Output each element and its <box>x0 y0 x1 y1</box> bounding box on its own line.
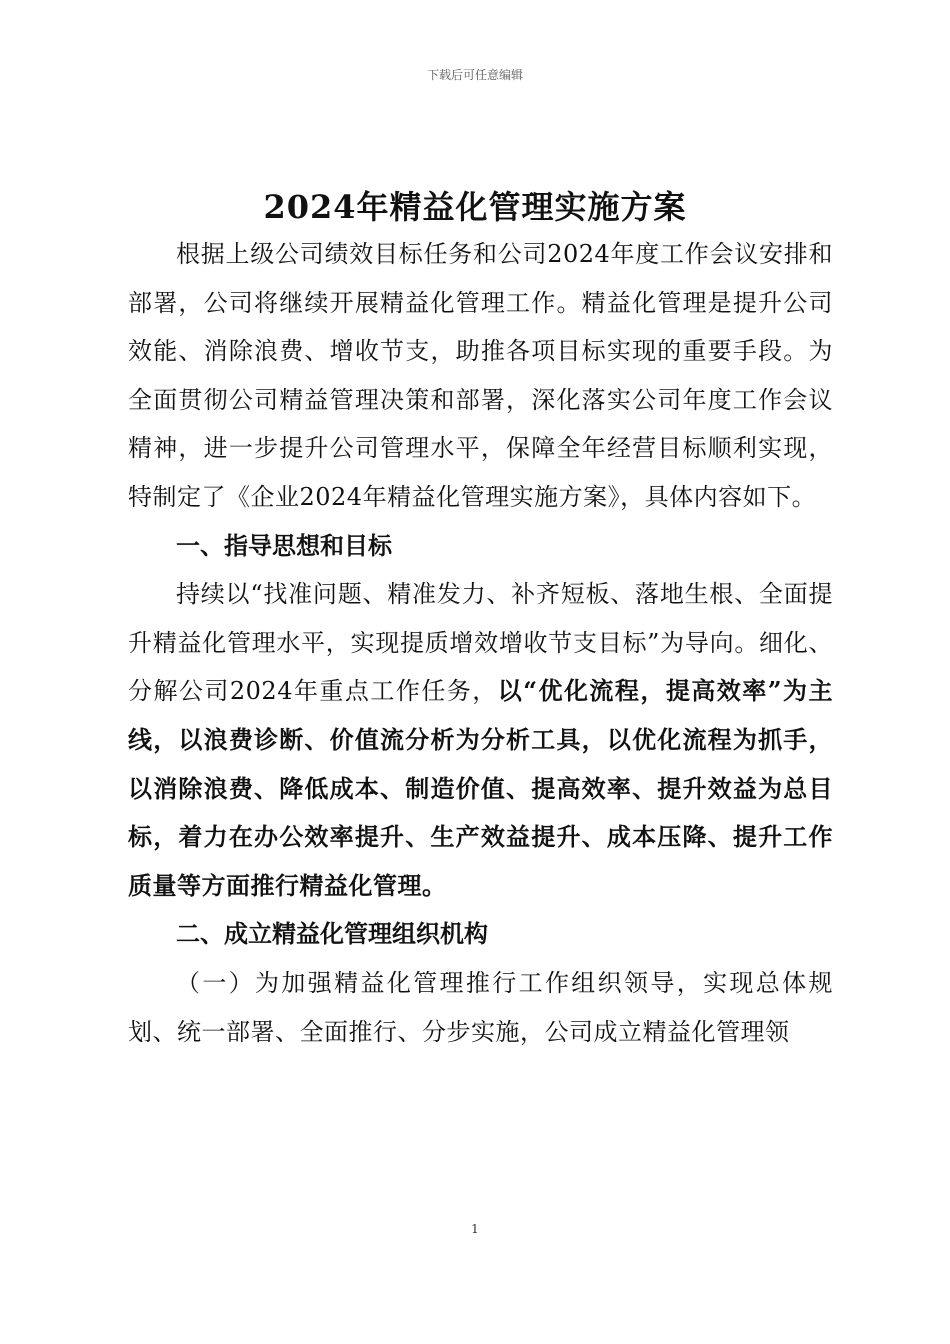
header-note: 下载后可任意编辑 <box>426 68 523 82</box>
section-1-bold-text: 以“优化流程，提高效率”为主线，以浪费诊断、价值流分析为分析工具，以优化流程为抓手，以消除浪费、降低成本、制造价值、提高效率、提升效益为总目标，着力在办公效率提升、生产效益提升、成本压降、提升工作质量等方面推行精益化管理。 <box>128 676 833 900</box>
section-2-paragraph: （一）为加强精益化管理推行工作组织领导，实现总体规划、统一部署、全面推行、分步实施，公司成立精益化管理领 <box>128 968 833 1046</box>
section-2-heading: 二、成立精益化管理组织机构 <box>176 920 488 949</box>
document-title: 2024年精益化管理实施方案 <box>263 188 687 226</box>
section-1-heading: 一、指导思想和目标 <box>176 531 392 560</box>
section-1-text: 持续以“找准问题、精准发力、补齐短板、落地生根、全面提升精益化管理水平，实现提质增效增收节支目标”为导向。细化、分解公司2024年重点工作任务， <box>128 580 833 706</box>
page-number: 1 <box>471 1222 479 1236</box>
intro-paragraph: 根据上级公司绩效目标任务和公司2024年度工作会议安排和部署，公司将继续开展精益化管理工作。精益化管理是提升公司效能、消除浪费、增收节支，助推各项目标实现的重要手段。为全面贯彻公司精益管理决策和部署，深化落实公司年度工作会议精神，进一步提升公司管理水平，保障全年经营目标顺利实现，特制定了《企业2024年精益化管理实施方案》，具体内容如下。 <box>128 240 833 511</box>
section-1-paragraph <box>128 570 833 910</box>
document-body <box>128 230 833 1056</box>
